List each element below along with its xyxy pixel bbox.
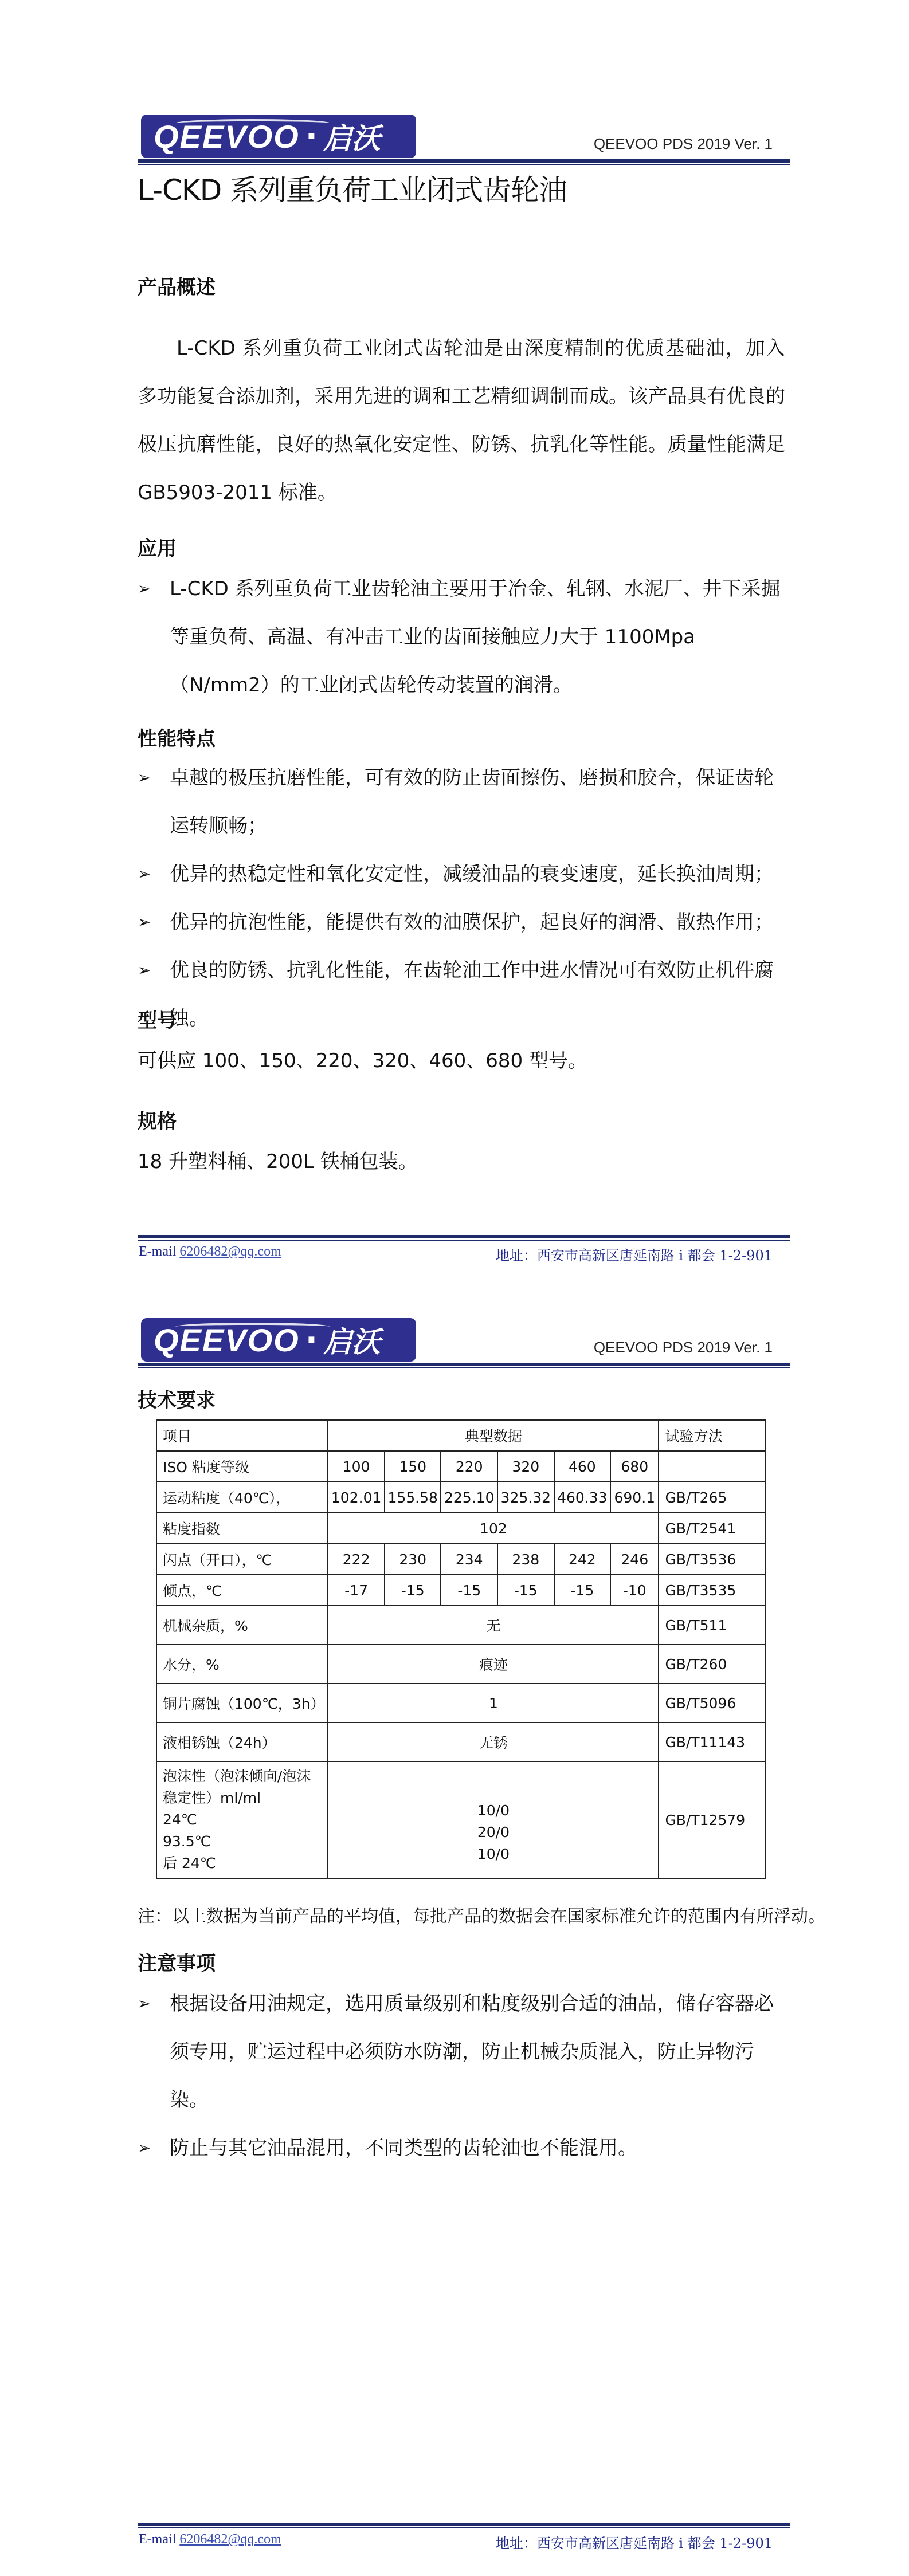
cell-value: 460.33 — [554, 1482, 611, 1513]
header-typical: 典型数据 — [328, 1420, 659, 1451]
list-item: ➢ 优异的热稳定性和氧化安定性，减缓油品的衰变速度，延长换油周期； — [138, 850, 785, 898]
cell-value: -15 — [497, 1575, 554, 1606]
row-name: 闪点（开口），℃ — [156, 1544, 328, 1575]
table-row — [156, 1513, 765, 1544]
arrow-bullet-icon: ➢ — [138, 961, 151, 980]
table-row — [156, 1645, 765, 1684]
list-item: ➢ 优异的抗泡性能，能提供有效的油膜保护，起良好的润滑、散热作用； — [138, 898, 785, 946]
cell-value: 102 — [328, 1513, 659, 1544]
row-name: 倾点，℃ — [156, 1575, 328, 1606]
footer-address: 地址：西安市高新区唐延南路 i 都会 1-2-901 — [495, 2535, 773, 2551]
cell-value: -10 — [610, 1575, 659, 1606]
overview-paragraph: L-CKD 系列重负荷工业闭式齿轮油是由深度精制的优质基础油，加入多功能复合添加剂，采用先进的调和工艺精细调制而成。该产品具有优良的极压抗磨性能，良好的热氧化安定性、防锈、抗乳化等性能。质量性能满足 GB5903-2011 标准。 — [138, 337, 785, 504]
footer-rule — [138, 1235, 790, 1238]
table-row — [156, 1606, 765, 1645]
application-list — [138, 565, 785, 709]
cell-value: -15 — [554, 1575, 611, 1606]
header-method: 试验方法 — [659, 1420, 765, 1451]
logo-swoosh — [175, 1323, 330, 1331]
header-rule-thin — [138, 1367, 790, 1368]
cell-value: 242 — [554, 1544, 611, 1575]
email-link[interactable]: 6206482@qq.com — [179, 2532, 281, 2547]
logo-dot: · — [305, 117, 318, 155]
overview-heading: 产品概述 — [138, 276, 216, 299]
footer-rule-thin — [138, 1240, 790, 1241]
arrow-bullet-icon: ➢ — [138, 1994, 151, 2013]
logo-chinese-name: 启沃 — [323, 122, 381, 155]
footer-rule-thin — [138, 2527, 790, 2528]
cell-value: 325.32 — [497, 1482, 554, 1513]
row-name: 粘度指数 — [156, 1513, 328, 1544]
footer-email — [139, 1244, 281, 1260]
cell-value: -15 — [385, 1575, 441, 1606]
footer-address: 地址：西安市高新区唐延南路 i 都会 1-2-901 — [495, 1248, 773, 1264]
table-row — [156, 1684, 765, 1722]
list-item: ➢ 根据设备用油规定，选用质量级别和粘度级别合适的油品，储存容器必须专用，贮运过程中必须防水防潮，防止机械杂质混入，防止异物污染。 — [138, 1980, 785, 2124]
cautions-heading: 注意事项 — [138, 1952, 216, 1975]
row-name: 运动粘度（40℃）， — [156, 1482, 328, 1513]
cell-value: 102.01 — [328, 1482, 385, 1513]
document-version: QEEVOO PDS 2019 Ver. 1 — [593, 135, 773, 152]
table-row — [156, 1575, 765, 1606]
cell-value: 460 — [554, 1451, 611, 1482]
header-rule — [138, 159, 790, 163]
cell-value: 1 — [328, 1684, 659, 1722]
cell-value: 246 — [610, 1544, 659, 1575]
cell-value: -17 — [328, 1575, 385, 1606]
features-list — [138, 754, 785, 1043]
arrow-bullet-icon: ➢ — [138, 2138, 151, 2157]
cell-value: 225.10 — [441, 1482, 497, 1513]
row-method: GB/T260 — [659, 1645, 765, 1684]
list-item: ➢ L-CKD 系列重负荷工业齿轮油主要用于冶金、轧钢、水泥厂、井下采掘等重负荷、高温、有冲击工业的齿面接触应力大于 1100Mpa（N/mm2）的工业闭式齿轮传动装置的润滑。 — [138, 565, 785, 709]
row-method: GB/T11143 — [659, 1722, 765, 1761]
tech-requirements-heading: 技术要求 — [138, 1389, 216, 1412]
cell-value: 无锈 — [328, 1722, 659, 1761]
document-version: QEEVOO PDS 2019 Ver. 1 — [593, 1339, 773, 1356]
grades-text: 可供应 100、150、220、320、460、680 型号。 — [138, 1049, 587, 1072]
arrow-bullet-icon: ➢ — [138, 768, 151, 787]
features-heading: 性能特点 — [138, 727, 216, 750]
cell-value: 痕迹 — [328, 1645, 659, 1684]
row-name: 水分，% — [156, 1645, 328, 1684]
grades-heading: 型号 — [138, 1009, 177, 1032]
logo-text: QEEVOO — [154, 1322, 300, 1358]
cell-value: 238 — [497, 1544, 554, 1575]
list-item: ➢ 卓越的极压抗磨性能，可有效的防止齿面擦伤、磨损和胶合，保证齿轮运转顺畅； — [138, 754, 785, 850]
packaging-heading: 规格 — [138, 1110, 177, 1133]
row-method: GB/T5096 — [659, 1684, 765, 1722]
list-item: ➢ 防止与其它油品混用，不同类型的齿轮油也不能混用。 — [138, 2124, 785, 2172]
arrow-bullet-icon: ➢ — [138, 579, 151, 598]
cautions-list — [138, 1980, 785, 2172]
header-rule — [138, 1363, 790, 1366]
table-row — [156, 1722, 765, 1761]
cell-value: 680 — [610, 1451, 659, 1482]
company-logo — [141, 1318, 416, 1362]
list-item: ➢ 优良的防锈、抗乳化性能，在齿轮油工作中进水情况可有效防止机件腐蚀。 — [138, 946, 785, 1043]
table-row — [156, 1544, 765, 1575]
logo-dot: · — [305, 1321, 318, 1359]
cell-value: 230 — [385, 1544, 441, 1575]
table-row-foam — [156, 1761, 765, 1878]
row-method: GB/T265 — [659, 1482, 765, 1513]
table-row — [156, 1482, 765, 1513]
logo-text: QEEVOO — [154, 118, 300, 155]
row-method: GB/T2541 — [659, 1513, 765, 1544]
cell-value: 320 — [497, 1451, 554, 1482]
cell-value: 690.1 — [610, 1482, 659, 1513]
row-name: 铜片腐蚀（100℃，3h） — [156, 1684, 328, 1722]
packaging-text: 18 升塑料桶、200L 铁桶包装。 — [138, 1150, 418, 1173]
footer-rule — [138, 2523, 790, 2526]
row-method: GB/T3536 — [659, 1544, 765, 1575]
application-heading: 应用 — [138, 537, 177, 560]
document-title: L-CKD 系列重负荷工业闭式齿轮油 — [138, 174, 567, 207]
header-item: 项目 — [156, 1420, 328, 1451]
cell-value: 234 — [441, 1544, 497, 1575]
spec-table — [156, 1419, 766, 1879]
cell-value: 150 — [385, 1451, 441, 1482]
table-header-row — [156, 1420, 765, 1451]
row-name: 泡沫性（泡沫倾向/泡沫 稳定性）ml/ml 24℃ 93.5℃ 后 24℃ — [156, 1761, 328, 1878]
row-method: GB/T511 — [659, 1606, 765, 1645]
row-name: 液相锈蚀（24h） — [156, 1722, 328, 1761]
row-method: GB/T3535 — [659, 1575, 765, 1606]
cell-value: 220 — [441, 1451, 497, 1482]
logo-chinese-name: 启沃 — [323, 1326, 381, 1359]
row-name: 机械杂质，% — [156, 1606, 328, 1645]
row-method: GB/T12579 — [659, 1761, 765, 1878]
email-label: E-mail — [139, 1244, 177, 1259]
email-label: E-mail — [139, 2532, 177, 2547]
cell-value: 10/0 20/0 10/0 — [328, 1761, 659, 1878]
footer-email — [139, 2532, 281, 2547]
row-name: ISO 粘度等级 — [156, 1451, 328, 1482]
table-note: 注：以上数据为当前产品的平均值，每批产品的数据会在国家标准允许的范围内有所浮动。 — [138, 1906, 825, 1926]
cell-value: -15 — [441, 1575, 497, 1606]
table-row — [156, 1451, 765, 1482]
cell-value: 155.58 — [385, 1482, 441, 1513]
cell-value: 无 — [328, 1606, 659, 1645]
row-method — [659, 1451, 765, 1482]
arrow-bullet-icon: ➢ — [138, 913, 151, 931]
logo-swoosh — [175, 119, 330, 127]
cell-value: 100 — [328, 1451, 385, 1482]
email-link[interactable]: 6206482@qq.com — [179, 1244, 281, 1259]
company-logo — [141, 115, 416, 158]
arrow-bullet-icon: ➢ — [138, 864, 151, 883]
header-rule-thin — [138, 164, 790, 165]
cell-value: 222 — [328, 1544, 385, 1575]
